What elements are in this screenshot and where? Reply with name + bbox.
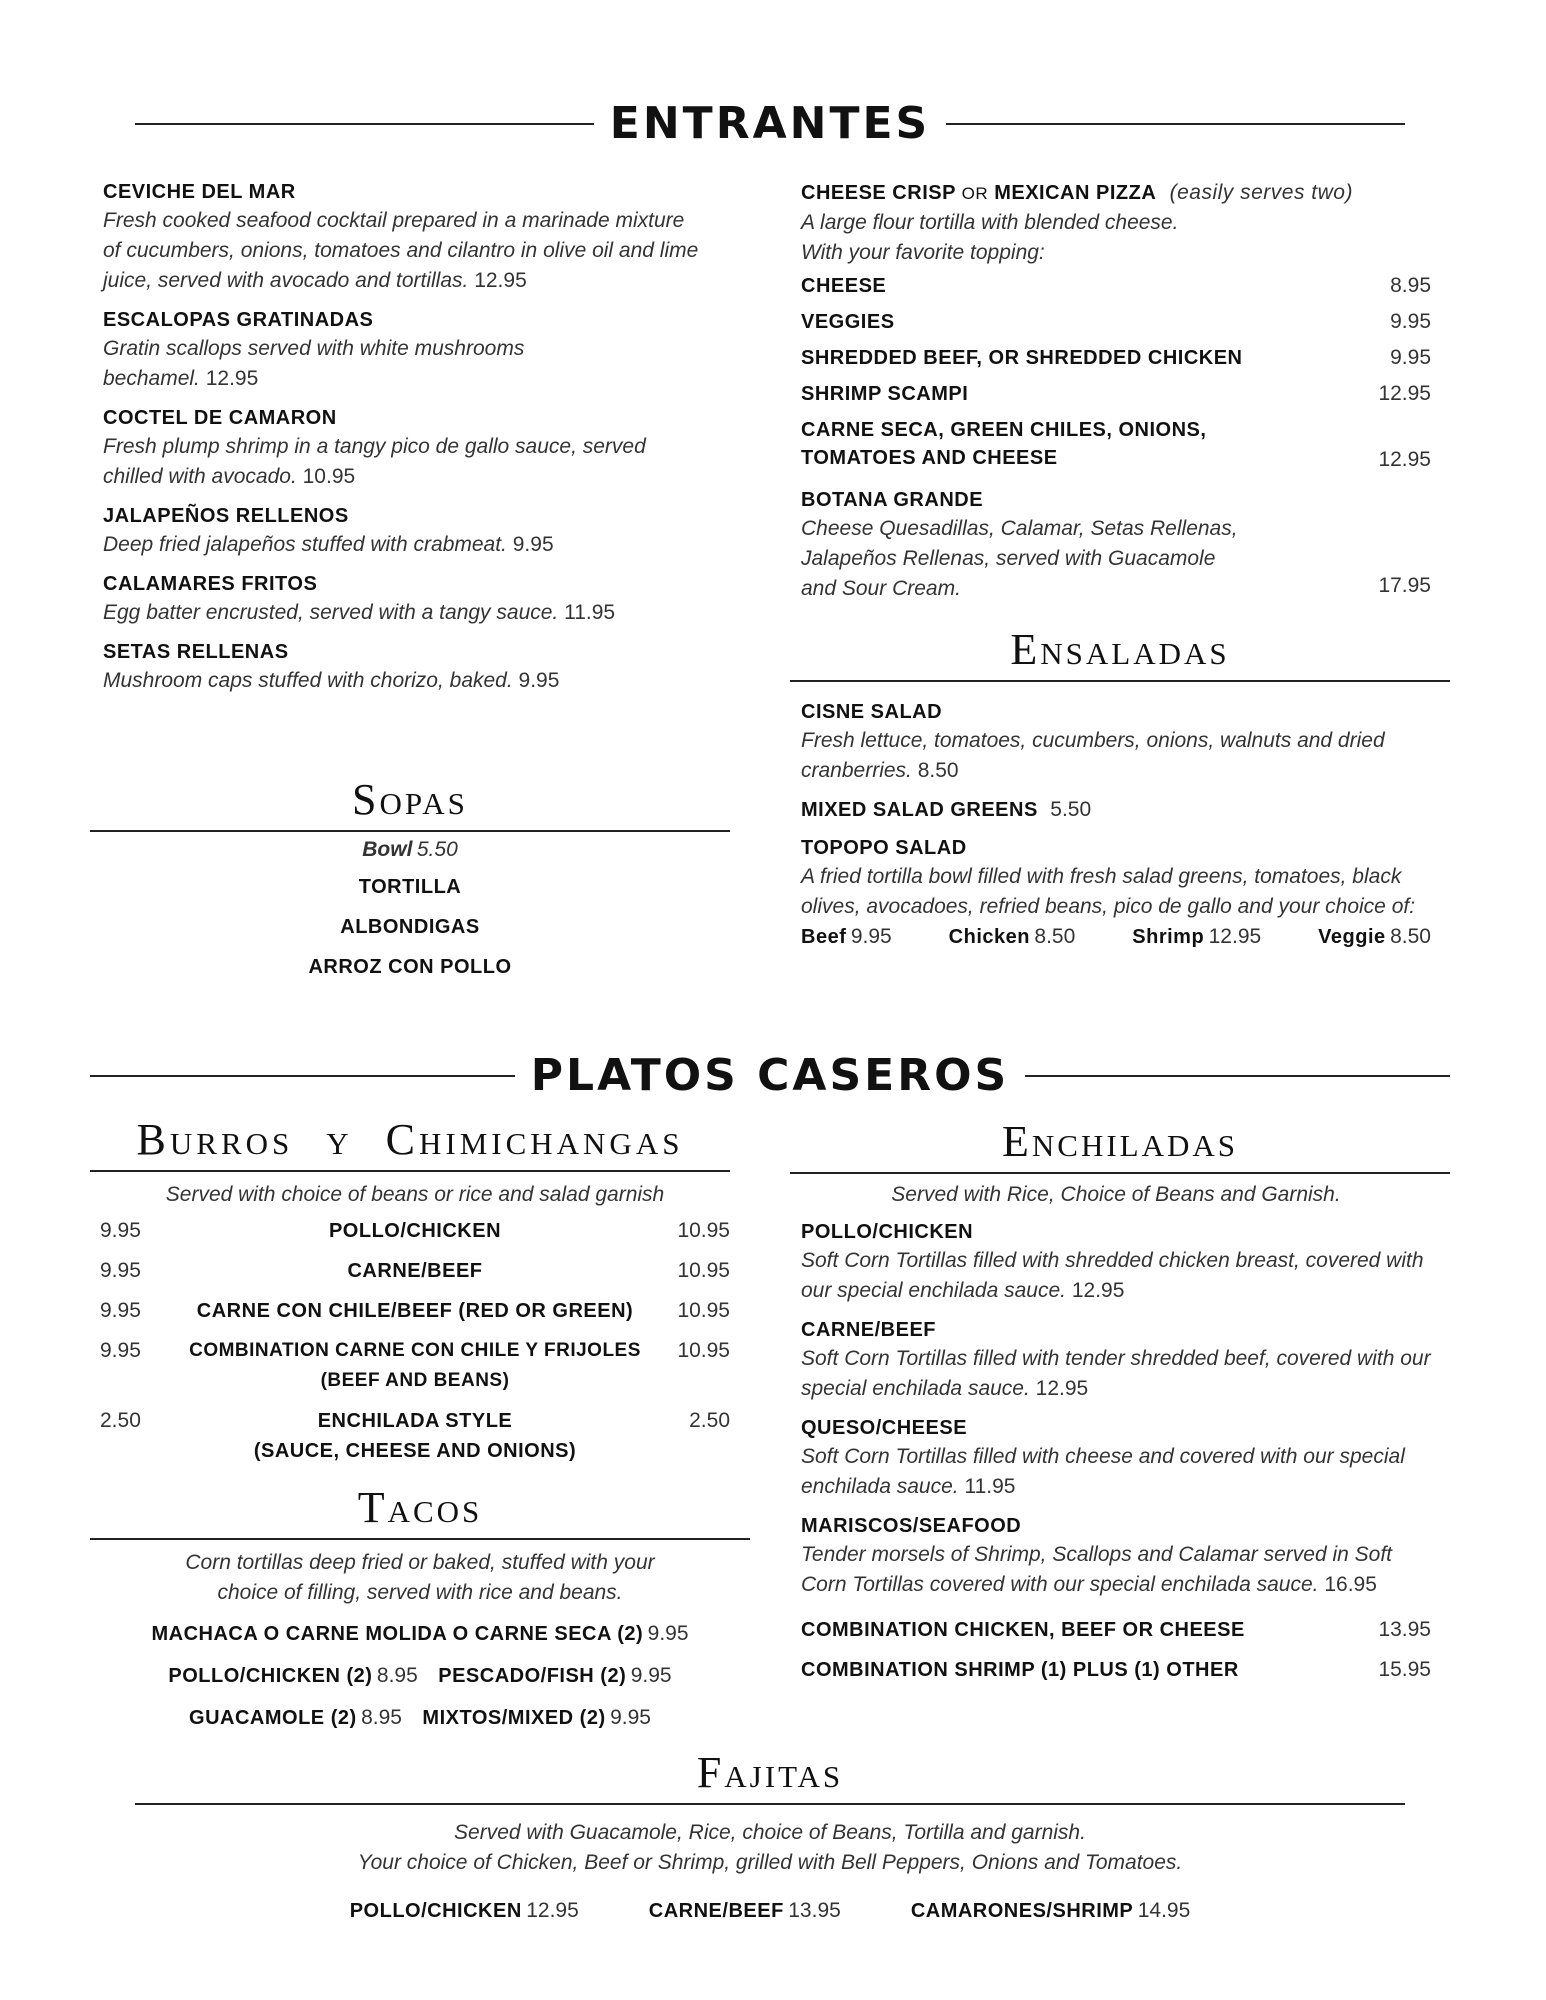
topping-name: CHEESE [801, 275, 887, 297]
platos-caseros-heading [90, 1050, 1450, 1101]
item-name: BOTANA GRANDE [801, 489, 984, 511]
burro-name: COMBINATION CARNE CON CHILE Y FRIJOLES (BEEF AND BEANS) [189, 1340, 641, 1391]
item-description: Fresh lettuce, tomatoes, cucumbers, onions, walnuts and dried cranberries. 8.50 [801, 729, 1385, 782]
cheese-crisp-title: CHEESE CRISP OR MEXICAN PIZZA (easily serves two) [801, 181, 1353, 204]
item-price: 11.95 [564, 601, 616, 624]
burro-row [100, 1296, 730, 1326]
burro-row [100, 1336, 730, 1396]
topping-row [801, 304, 1431, 340]
enchiladas-heading: Enchiladas [790, 1117, 1450, 1174]
price-burro: 2.50 [100, 1409, 141, 1432]
fajitas-subtitle: Served with Guacamole, Rice, choice of Beans, Tortilla and garnish. [454, 1821, 1086, 1844]
price-burro: 9.95 [100, 1219, 141, 1242]
item-price: 12.95 [1071, 1279, 1125, 1302]
combo-row [801, 1610, 1431, 1650]
topping-name: SHREDDED BEEF, OR SHREDDED CHICKEN [801, 347, 1243, 369]
heading-rule-left [90, 1075, 515, 1077]
topping-row [801, 268, 1431, 304]
burro-row [100, 1256, 730, 1286]
bowl-price: 5.50 [416, 838, 458, 861]
topping-row [801, 416, 1431, 472]
menu-item [801, 1512, 1431, 1600]
price-chimichanga: 2.50 [689, 1409, 730, 1432]
item-name: TOPOPO SALAD [801, 837, 967, 859]
burro-name: CARNE CON CHILE/BEEF (RED OR GREEN) [196, 1300, 634, 1322]
entrantes-title: ENTRANTES [609, 98, 931, 149]
item-price: 12.95 [205, 367, 259, 390]
topping-name: SHRIMP SCAMPI [801, 383, 969, 405]
botana-grande [801, 486, 1431, 604]
item-description: Soft Corn Tortillas filled with shredded chicken breast, covered with our special enchilada sauce. 12.95 [801, 1249, 1424, 1302]
menu-item [103, 638, 703, 696]
menu-item [103, 570, 703, 628]
price-burro: 9.95 [100, 1259, 141, 1282]
item-price: 17.95 [1378, 574, 1431, 597]
combo-price: 13.95 [1378, 1618, 1431, 1641]
topping-name: CARNE SECA, GREEN CHILES, ONIONS, TOMATOES AND CHEESE [801, 419, 1207, 469]
burro-name: POLLO/CHICKEN [328, 1220, 502, 1242]
burros-heading: Burros y Chimichangas [90, 1115, 730, 1172]
item-name: SETAS RELLENAS [103, 641, 289, 663]
menu-item [801, 1414, 1431, 1502]
ensaladas-heading: Ensaladas [790, 625, 1450, 682]
taco-line: MACHACA O CARNE MOLIDA O CARNE SECA (2) 9.95 [151, 1622, 689, 1645]
item-price: 9.95 [518, 669, 560, 692]
entrantes-right-column [801, 178, 1431, 604]
item-name: MIXED SALAD GREENS [801, 799, 1038, 821]
tacos-heading: Tacos [90, 1483, 750, 1540]
item-description: Tender morsels of Shrimp, Scallops and Calamar served in Soft Corn Tortillas covered with our special enchilada sauce. 16.95 [801, 1543, 1392, 1596]
topping-name: VEGGIES [801, 311, 895, 333]
item-description: Cheese Quesadillas, Calamar, Setas Rellenas, [801, 517, 1238, 540]
menu-item [801, 796, 1431, 824]
item-price: 10.95 [302, 465, 356, 488]
item-name: MARISCOS/SEAFOOD [801, 1515, 1022, 1537]
item-price: 5.50 [1050, 798, 1092, 821]
item-price: 8.50 [917, 759, 959, 782]
choice: Beef 9.95 [801, 925, 892, 948]
choice: Shrimp 12.95 [1132, 925, 1262, 948]
item-name: JALAPEÑOS RELLENOS [103, 505, 349, 527]
topping-row [801, 340, 1431, 376]
bowl-label: Bowl [362, 838, 413, 861]
item-price: 12.95 [1035, 1377, 1089, 1400]
price-chimichanga: 10.95 [677, 1259, 730, 1282]
fajita-item: POLLO/CHICKEN 12.95 [349, 1899, 579, 1922]
item-description: Deep fried jalapeños stuffed with crabmeat. 9.95 [103, 533, 554, 556]
price-burro: 9.95 [100, 1339, 141, 1362]
item-name: CALAMARES FRITOS [103, 573, 318, 595]
burros-subtitle: Served with choice of beans or rice and salad garnish [165, 1183, 665, 1206]
cheese-crisp-desc: With your favorite topping: [801, 241, 1045, 264]
item-description: Soft Corn Tortillas filled with tender shredded beef, covered with our special enchilada sauce. 12.95 [801, 1347, 1431, 1400]
tacos-subtitle: Corn tortillas deep fried or baked, stuffed with your [185, 1551, 655, 1574]
menu-item [103, 502, 703, 560]
menu-item [103, 306, 703, 394]
item-description: A fried tortilla bowl filled with fresh salad greens, tomatoes, black olives, avocadoes, refried beans, pico de gallo and your choice of: [801, 865, 1416, 918]
price-chimichanga: 10.95 [677, 1219, 730, 1242]
item-description: Fresh plump shrimp in a tangy pico de gallo sauce, served chilled with avocado. 10.95 [103, 435, 646, 488]
item-description: Fresh cooked seafood cocktail prepared in a marinade mixture of cucumbers, onions, tomatoes and cilantro in olive oil and lime juice, served with avocado and tortillas. 12.95 [103, 209, 699, 292]
fajita-item: CARNE/BEEF 13.95 [648, 1899, 841, 1922]
topping-price: 9.95 [1390, 346, 1431, 369]
tacos-subtitle: choice of filling, served with rice and beans. [217, 1581, 623, 1604]
soup-item: TORTILLA [358, 876, 462, 898]
item-price: 9.95 [512, 533, 554, 556]
burro-row [100, 1216, 730, 1246]
entrantes-left-column [103, 178, 703, 706]
item-price: 11.95 [964, 1475, 1016, 1498]
item-name: CARNE/BEEF [801, 1319, 937, 1341]
entrantes-heading [135, 98, 1405, 149]
item-name: POLLO/CHICKEN [801, 1221, 974, 1243]
burro-row [100, 1406, 730, 1466]
item-price: 16.95 [1324, 1573, 1377, 1596]
heading-rule-right [946, 123, 1405, 125]
topping-price: 8.95 [1390, 274, 1431, 297]
menu-item [801, 698, 1431, 786]
cheese-crisp-desc: A large flour tortilla with blended cheese. [801, 211, 1179, 234]
enchiladas-subtitle: Served with Rice, Choice of Beans and Garnish. [891, 1183, 1341, 1206]
soup-item: ARROZ CON POLLO [308, 956, 512, 978]
fajitas-list [135, 1818, 1405, 1928]
item-description: Soft Corn Tortillas filled with cheese and covered with our special enchilada sauce. 11.95 [801, 1445, 1405, 1498]
menu-item [103, 178, 703, 296]
cheese-crisp-note: (easily serves two) [1169, 181, 1353, 204]
topping-price: 12.95 [1378, 382, 1431, 405]
topping-price: 9.95 [1390, 310, 1431, 333]
ensaladas-list [801, 698, 1431, 964]
item-description: Mushroom caps stuffed with chorizo, baked. 9.95 [103, 669, 560, 692]
item-name: ESCALOPAS GRATINADAS [103, 309, 374, 331]
soup-item: ALBONDIGAS [340, 916, 480, 938]
item-name: COCTEL DE CAMARON [103, 407, 337, 429]
burro-name: ENCHILADA STYLE (SAUCE, CHEESE AND ONIONS) [253, 1410, 577, 1462]
combo-name: COMBINATION SHRIMP (1) PLUS (1) OTHER [801, 1659, 1239, 1681]
fajitas-subtitle: Your choice of Chicken, Beef or Shrimp, grilled with Bell Peppers, Onions and Tomatoes. [357, 1851, 1183, 1874]
enchiladas-list [801, 1180, 1431, 1690]
taco-line: GUACAMOLE (2) 8.95 MIXTOS/MIXED (2) 9.95 [189, 1706, 651, 1729]
tacos-list [90, 1548, 750, 1740]
menu-item [103, 404, 703, 492]
menu-item [801, 834, 1431, 954]
topping-price: 12.95 [1378, 448, 1431, 471]
topping-row [801, 376, 1431, 412]
item-description: Jalapeños Rellenas, served with Guacamole [801, 547, 1216, 570]
fajitas-heading: Fajitas [135, 1748, 1405, 1805]
item-name: CISNE SALAD [801, 701, 943, 723]
price-chimichanga: 10.95 [677, 1299, 730, 1322]
combo-row [801, 1650, 1431, 1690]
item-name: CEVICHE DEL MAR [103, 181, 296, 203]
fajita-item: CAMARONES/SHRIMP 14.95 [910, 1899, 1191, 1922]
menu-item [801, 1316, 1431, 1404]
item-description: and Sour Cream. [801, 577, 961, 600]
taco-line: POLLO/CHICKEN (2) 8.95 PESCADO/FISH (2) 9.95 [168, 1664, 672, 1687]
combo-price: 15.95 [1378, 1658, 1431, 1681]
burros-list [100, 1180, 730, 1476]
choice: Chicken 8.50 [948, 925, 1076, 948]
fajitas-prices [135, 1896, 1405, 1928]
price-burro: 9.95 [100, 1299, 141, 1322]
heading-rule-left [135, 123, 594, 125]
choice: Veggie 8.50 [1318, 925, 1431, 948]
topopo-choices [801, 922, 1431, 954]
menu-item [801, 1218, 1431, 1306]
burro-name: CARNE/BEEF [347, 1260, 483, 1282]
item-description: Egg batter encrusted, served with a tangy sauce. 11.95 [103, 601, 616, 624]
price-chimichanga: 10.95 [677, 1339, 730, 1362]
item-price: 12.95 [474, 269, 527, 292]
item-name: QUESO/CHEESE [801, 1417, 968, 1439]
combo-name: COMBINATION CHICKEN, BEEF OR CHEESE [801, 1619, 1245, 1641]
sopas-bowl [90, 835, 730, 867]
sopas-heading: Sopas [90, 775, 730, 832]
sopas-list [90, 835, 730, 987]
item-description: Gratin scallops served with white mushrooms bechamel. 12.95 [103, 337, 525, 390]
platos-caseros-title: PLATOS CASEROS [530, 1050, 1010, 1101]
heading-rule-right [1025, 1075, 1450, 1077]
